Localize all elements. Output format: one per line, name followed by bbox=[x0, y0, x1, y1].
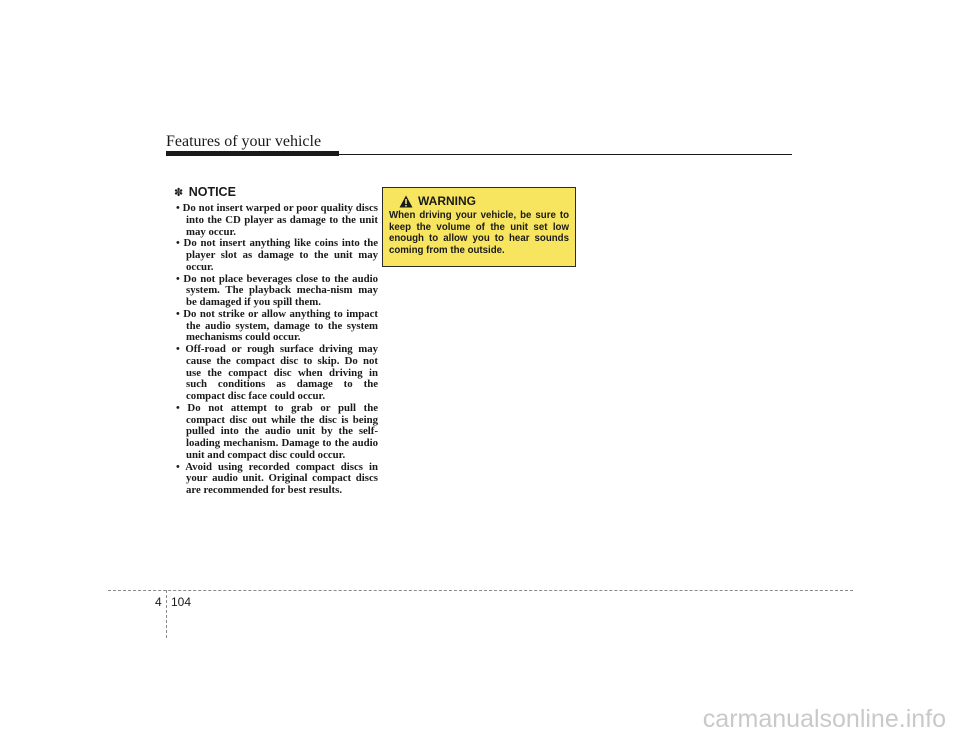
notice-list bbox=[166, 203, 378, 497]
notice-item: • Do not attempt to grab or pull the compact disc out while the disc is being pulled into the audio unit by the self-loading mechanism. Damage to the audio unit and compact disc could occur. bbox=[176, 401, 378, 461]
notice-item: • Do not insert warped or poor quality discs into the CD player as damage to the unit may occur. bbox=[176, 202, 378, 238]
warning-text: When driving your vehicle, be sure to keep the volume of the unit set low enough to allow you to hear sounds coming from the outside. bbox=[389, 210, 569, 256]
chapter-number: 4 bbox=[155, 595, 162, 609]
notice-item: • Do not strike or allow anything to impact the audio system, damage to the system mechanisms could occur. bbox=[176, 307, 378, 344]
section-title: Features of your vehicle bbox=[166, 133, 322, 150]
notice-section bbox=[166, 184, 378, 497]
warning-title: WARNING bbox=[418, 194, 476, 208]
notice-heading bbox=[174, 184, 378, 201]
watermark: carmanualsonline.info bbox=[702, 705, 946, 733]
warning-box bbox=[382, 187, 576, 267]
notice-heading-text: NOTICE bbox=[188, 185, 236, 199]
footer-divider bbox=[166, 590, 167, 638]
notice-item: • Avoid using recorded compact discs in your audio unit. Original compact discs are recommended for best results. bbox=[176, 460, 378, 496]
warning-header bbox=[389, 194, 569, 208]
warning-triangle-icon bbox=[399, 195, 413, 208]
page-number: 104 bbox=[171, 595, 192, 609]
footer-rule bbox=[108, 590, 853, 591]
notice-item: • Do not insert anything like coins into the player slot as damage to the unit may occur. bbox=[176, 237, 378, 273]
header-rule bbox=[166, 154, 792, 155]
notice-item: • Do not place beverages close to the audio system. The playback mecha-nism may be damaged if you spill them. bbox=[176, 272, 378, 308]
notice-mark-icon: ✽ bbox=[174, 187, 184, 199]
notice-item: • Off-road or rough surface driving may cause the compact disc to skip. Do not use the compact disc when driving in such conditions as damage to the compact disc face could occur. bbox=[176, 343, 378, 402]
